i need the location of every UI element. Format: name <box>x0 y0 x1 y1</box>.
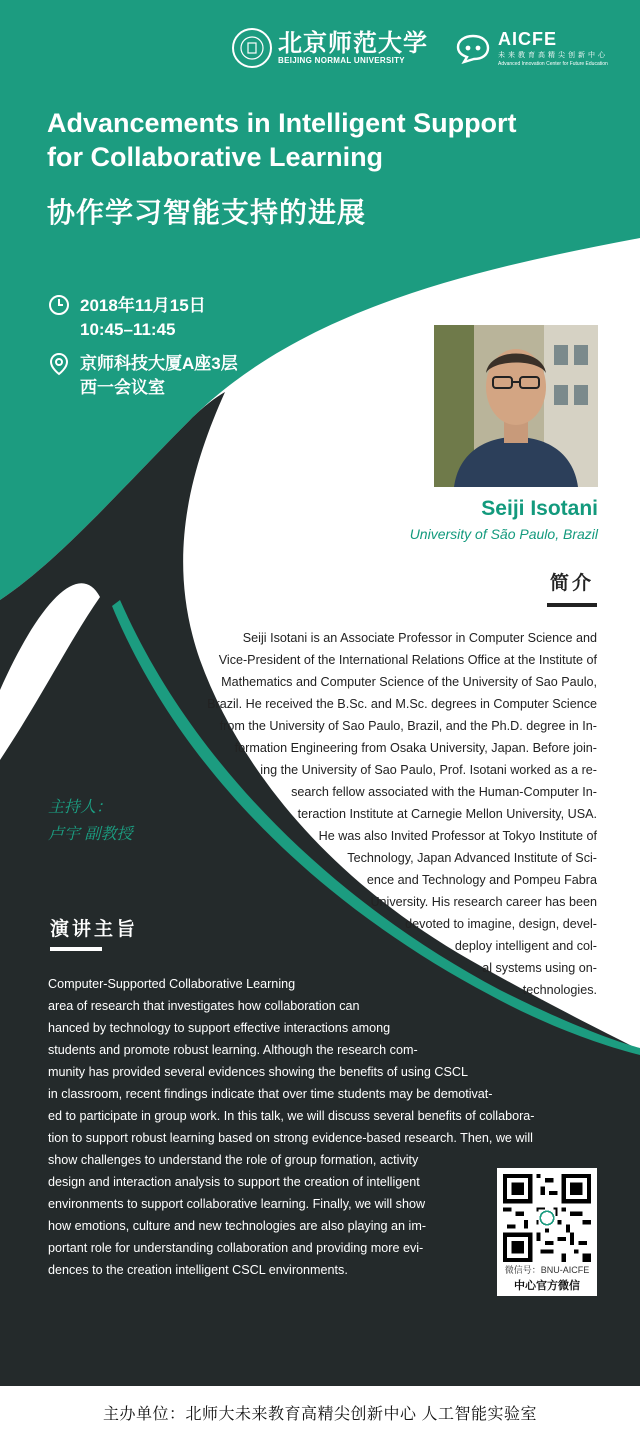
bio-line: Vice-President of the International Relations Office at the Institute of <box>218 653 597 667</box>
aicfe-title: AICFE <box>498 28 557 49</box>
talk-title-en-line1: Advancements in Intelligent Support <box>47 108 517 138</box>
speaker-photo <box>434 325 598 487</box>
bio-line: ing the University of Sao Paulo, Prof. Isotani worked as a re- <box>260 763 597 777</box>
abstract-line: Computer-Supported Collaborative Learning <box>48 977 296 991</box>
talk-title-en-line2: for Collaborative Learning <box>47 142 384 172</box>
bio-line: teraction Institute at Carnegie Mellon University, USA. <box>297 807 597 821</box>
bnu-name-en: BEIJING NORMAL UNIVERSITY <box>278 56 405 65</box>
talk-title-cn: 协作学习智能支持的进展 <box>47 197 367 228</box>
venue-line1: 京师科技大厦A座3层 <box>80 354 238 373</box>
abstract-line: in classroom, recent findings indicate that over time students may be demotivat- <box>48 1087 493 1101</box>
abstract-line: hanced by technology to support effective interactions among <box>48 1021 391 1035</box>
abstract-line: portant role for understanding collaboration and providing more evi- <box>48 1241 424 1255</box>
wechat-caption: 中心官方微信 <box>514 1280 580 1292</box>
bio-line: formation Engineering from Osaka University, Japan. Before join- <box>234 741 597 755</box>
bio-line: Mathematics and Computer Science of the University of Sao Paulo, <box>221 675 597 689</box>
location-pin-icon <box>48 352 70 376</box>
bio-line: deploy intelligent and col- <box>454 939 597 953</box>
abstract-line: tion to support robust learning based on strong evidence-based research. Then, we will <box>48 1131 533 1145</box>
wechat-id: 微信号：BNU-AICFE <box>504 1265 590 1275</box>
abstract-heading-underline <box>50 947 102 951</box>
aicfe-name-en: Advanced Innovation Center for Future Education <box>498 60 608 67</box>
bio-line: al systems using on- <box>482 961 597 975</box>
wechat-qr-code-icon <box>503 1174 591 1262</box>
bio-line: University. His research career has been <box>370 895 597 909</box>
abstract-line: dences to the creation intelligent CSCL environments. <box>48 1263 348 1277</box>
organizer-text: 主办单位：北师大未来教育高精尖创新中心 人工智能实验室 <box>103 1406 537 1423</box>
bio-heading: 简介 <box>550 573 595 594</box>
venue-line2: 西一会议室 <box>80 378 165 397</box>
bio-line: He was also Invited Professor at Tokyo Institute of <box>318 829 597 843</box>
event-datetime <box>80 294 206 342</box>
aicfe-name-cn: 未来教育高精尖创新中心 <box>498 51 608 59</box>
abstract-line: munity has provided several evidences showing the benefits of using CSCL <box>48 1065 469 1079</box>
bio-line: from the University of Sao Paulo, Brazil, and the Ph.D. degree in In- <box>219 719 597 733</box>
event-time: 10:45–11:45 <box>80 320 176 339</box>
bio-line: Technology, Japan Advanced Institute of Sci- <box>347 851 597 865</box>
footer-bar <box>0 1386 640 1439</box>
bio-line: Brazil. He received the B.Sc. and M.Sc. degrees in Computer Science <box>207 697 597 711</box>
host-name: 卢宇 副教授 <box>48 826 133 843</box>
abstract-line: area of research that investigates how collaboration can <box>48 999 360 1013</box>
abstract-line: ed to participate in group work. In this talk, we will discuss several benefits of collabora- <box>48 1109 535 1123</box>
talk-title-en <box>47 106 547 174</box>
abstract-line: environments to support collaborative learning. Finally, we will show <box>48 1197 426 1211</box>
bio-line: technologies. <box>522 983 597 997</box>
speaker-name: Seiji Isotani <box>481 497 598 520</box>
event-date: 2018年11月15日 <box>80 296 206 315</box>
bio-line: Seiji Isotani is an Associate Professor in Computer Science and <box>242 631 597 645</box>
abstract-line: design and interaction analysis to support the creation of intelligent <box>48 1175 420 1189</box>
host-label: 主持人： <box>48 799 113 816</box>
abstract-heading: 演讲主旨 <box>50 919 139 940</box>
abstract-line: show challenges to understand the role of group formation, activity <box>48 1153 419 1167</box>
bio-line: ence and Technology and Pompeu Fabra <box>366 873 597 887</box>
aicfe-logo-icon <box>454 32 492 64</box>
header-logos <box>232 28 608 68</box>
bio-line: devoted to imagine, design, devel- <box>405 917 597 931</box>
abstract-line: students and promote robust learning. Although the research com- <box>48 1043 418 1057</box>
bio-line: search fellow associated with the Human-Computer In- <box>291 785 597 799</box>
speaker-affiliation: University of São Paulo, Brazil <box>409 526 598 542</box>
event-venue <box>80 352 238 400</box>
abstract-line: how emotions, culture and new technologies are also playing an im- <box>48 1219 427 1233</box>
clock-icon <box>48 294 70 316</box>
bnu-seal-icon <box>232 28 272 68</box>
bnu-name-cn: 北京师范大学 <box>278 28 428 57</box>
bio-heading-underline <box>547 603 597 607</box>
